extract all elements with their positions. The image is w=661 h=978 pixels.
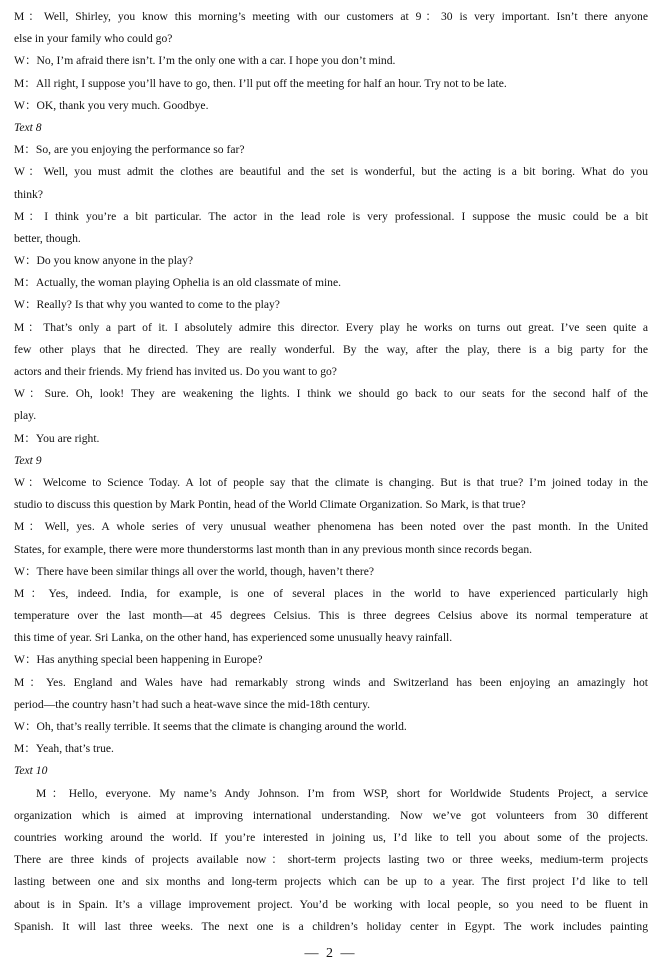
section-heading: Text 9 <box>14 453 42 467</box>
text-line: W：Has anything special been happening in Europe? <box>14 653 263 667</box>
text-line: W：Sure. Oh, look! They are weakening the lights. I think we should go back to our seats for the second half of the <box>14 387 648 401</box>
text-line: M：All right, I suppose you’ll have to go, then. I’ll put off the meeting for half an hour. Try not to be late. <box>14 76 507 90</box>
text-line: think? <box>14 187 43 201</box>
text-line: studio to discuss this question by Mark Pontin, head of the World Climate Organization. So Mark, is that true? <box>14 498 526 512</box>
text-line: actors and their friends. My friend has invited us. Do you want to go? <box>14 365 337 378</box>
text-line: W：OK, thank you very much. Goodbye. <box>14 98 209 112</box>
text-line: Spanish. It will last three weeks. The next one is a children’s holiday center in Egypt. The work includes painting <box>14 919 648 933</box>
text-line: W：Oh, that’s really terrible. It seems that the climate is changing around the world. <box>14 720 407 733</box>
text-line: countries working around the world. If you’re interested in joining us, I’d like to tell you about some of the projects. <box>14 830 648 844</box>
text-line: W：There have been similar things all over the world, though, haven’t there? <box>14 564 375 578</box>
text-line: States, for example, there were more thunderstorms last month than in any previous month since records began. <box>14 542 533 556</box>
text-line: W：Welcome to Science Today. A lot of people say that the climate is changing. But is that true? I’m joined today in the <box>14 475 648 489</box>
text-line: else in your family who could go? <box>14 32 173 46</box>
text-line: W：Do you know anyone in the play? <box>14 254 194 268</box>
section-heading: Text 8 <box>14 120 42 134</box>
text-line: M：Well, yes. A whole series of very unusual weather phenomena has been noted over the past month. In the United <box>14 520 648 534</box>
text-line: W：No, I’m afraid there isn’t. I’m the only one with a car. I hope you don’t mind. <box>14 54 396 68</box>
text-line: play. <box>14 409 37 423</box>
transcript-body <box>14 6 648 938</box>
page-number: — 2 — <box>304 946 357 961</box>
text-line: M：So, are you enjoying the performance so far? <box>14 143 245 157</box>
text-line: There are three kinds of projects available now：short-term projects lasting two or three weeks, medium-term projects <box>14 853 648 867</box>
text-line: M：Actually, the woman playing Ophelia is an old classmate of mine. <box>14 276 342 290</box>
text-line: this time of year. Sri Lanka, on the other hand, has experienced some unusually heavy rainfall. <box>14 631 453 645</box>
text-line: temperature over the last month—at 45 degrees Celsius. This is three degrees Celsius above its normal temperature at <box>14 609 648 623</box>
text-line: M：That’s only a part of it. I absolutely admire this director. Every play he works on turns out great. I’ve seen quite a <box>14 320 648 334</box>
text-line: period—the country hasn’t had such a heat-wave since the mid-18th century. <box>14 697 371 711</box>
text-line: W：Well, you must admit the clothes are beautiful and the set is wonderful, but the acting is a bit boring. What do you <box>14 165 648 179</box>
text-line: about is in Spain. It’s a village improvement project. You’d be working with local people, so you need to be fluent in <box>14 897 648 911</box>
text-line: M：Yes. England and Wales have had remarkably strong winds and Switzerland has been enjoying an amazingly hot <box>14 675 648 689</box>
text-line: M：Hello, everyone. My name’s Andy Johnson. I’m from WSP, short for Worldwide Students Project, a service <box>36 786 648 800</box>
text-line: organization which is aimed at improving international understanding. Now we’ve got volunteers from 30 different <box>14 808 648 822</box>
text-line: better, though. <box>14 231 81 245</box>
text-line: lasting between one and six months and long-term projects which can be up to a year. The first project I’d like to tell <box>14 875 648 889</box>
text-line: few other plays that he directed. They are really wonderful. By the way, after the play, there is a big party for the <box>14 342 648 356</box>
text-line: M：Yes, indeed. India, for example, is one of several places in the world to have experienced particularly high <box>14 586 648 600</box>
text-line: M：Yeah, that’s true. <box>14 742 114 756</box>
text-line: M：I think you’re a bit particular. The actor in the lead role is very professional. I suppose the music could be a bit <box>14 209 648 223</box>
text-line: M：You are right. <box>14 431 100 445</box>
text-line: W：Really? Is that why you wanted to come to the play? <box>14 298 280 312</box>
text-line: M：Well, Shirley, you know this morning’s meeting with our customers at 9：30 is very important. Isn’t there anyone <box>14 10 648 23</box>
section-heading: Text 10 <box>14 764 48 778</box>
